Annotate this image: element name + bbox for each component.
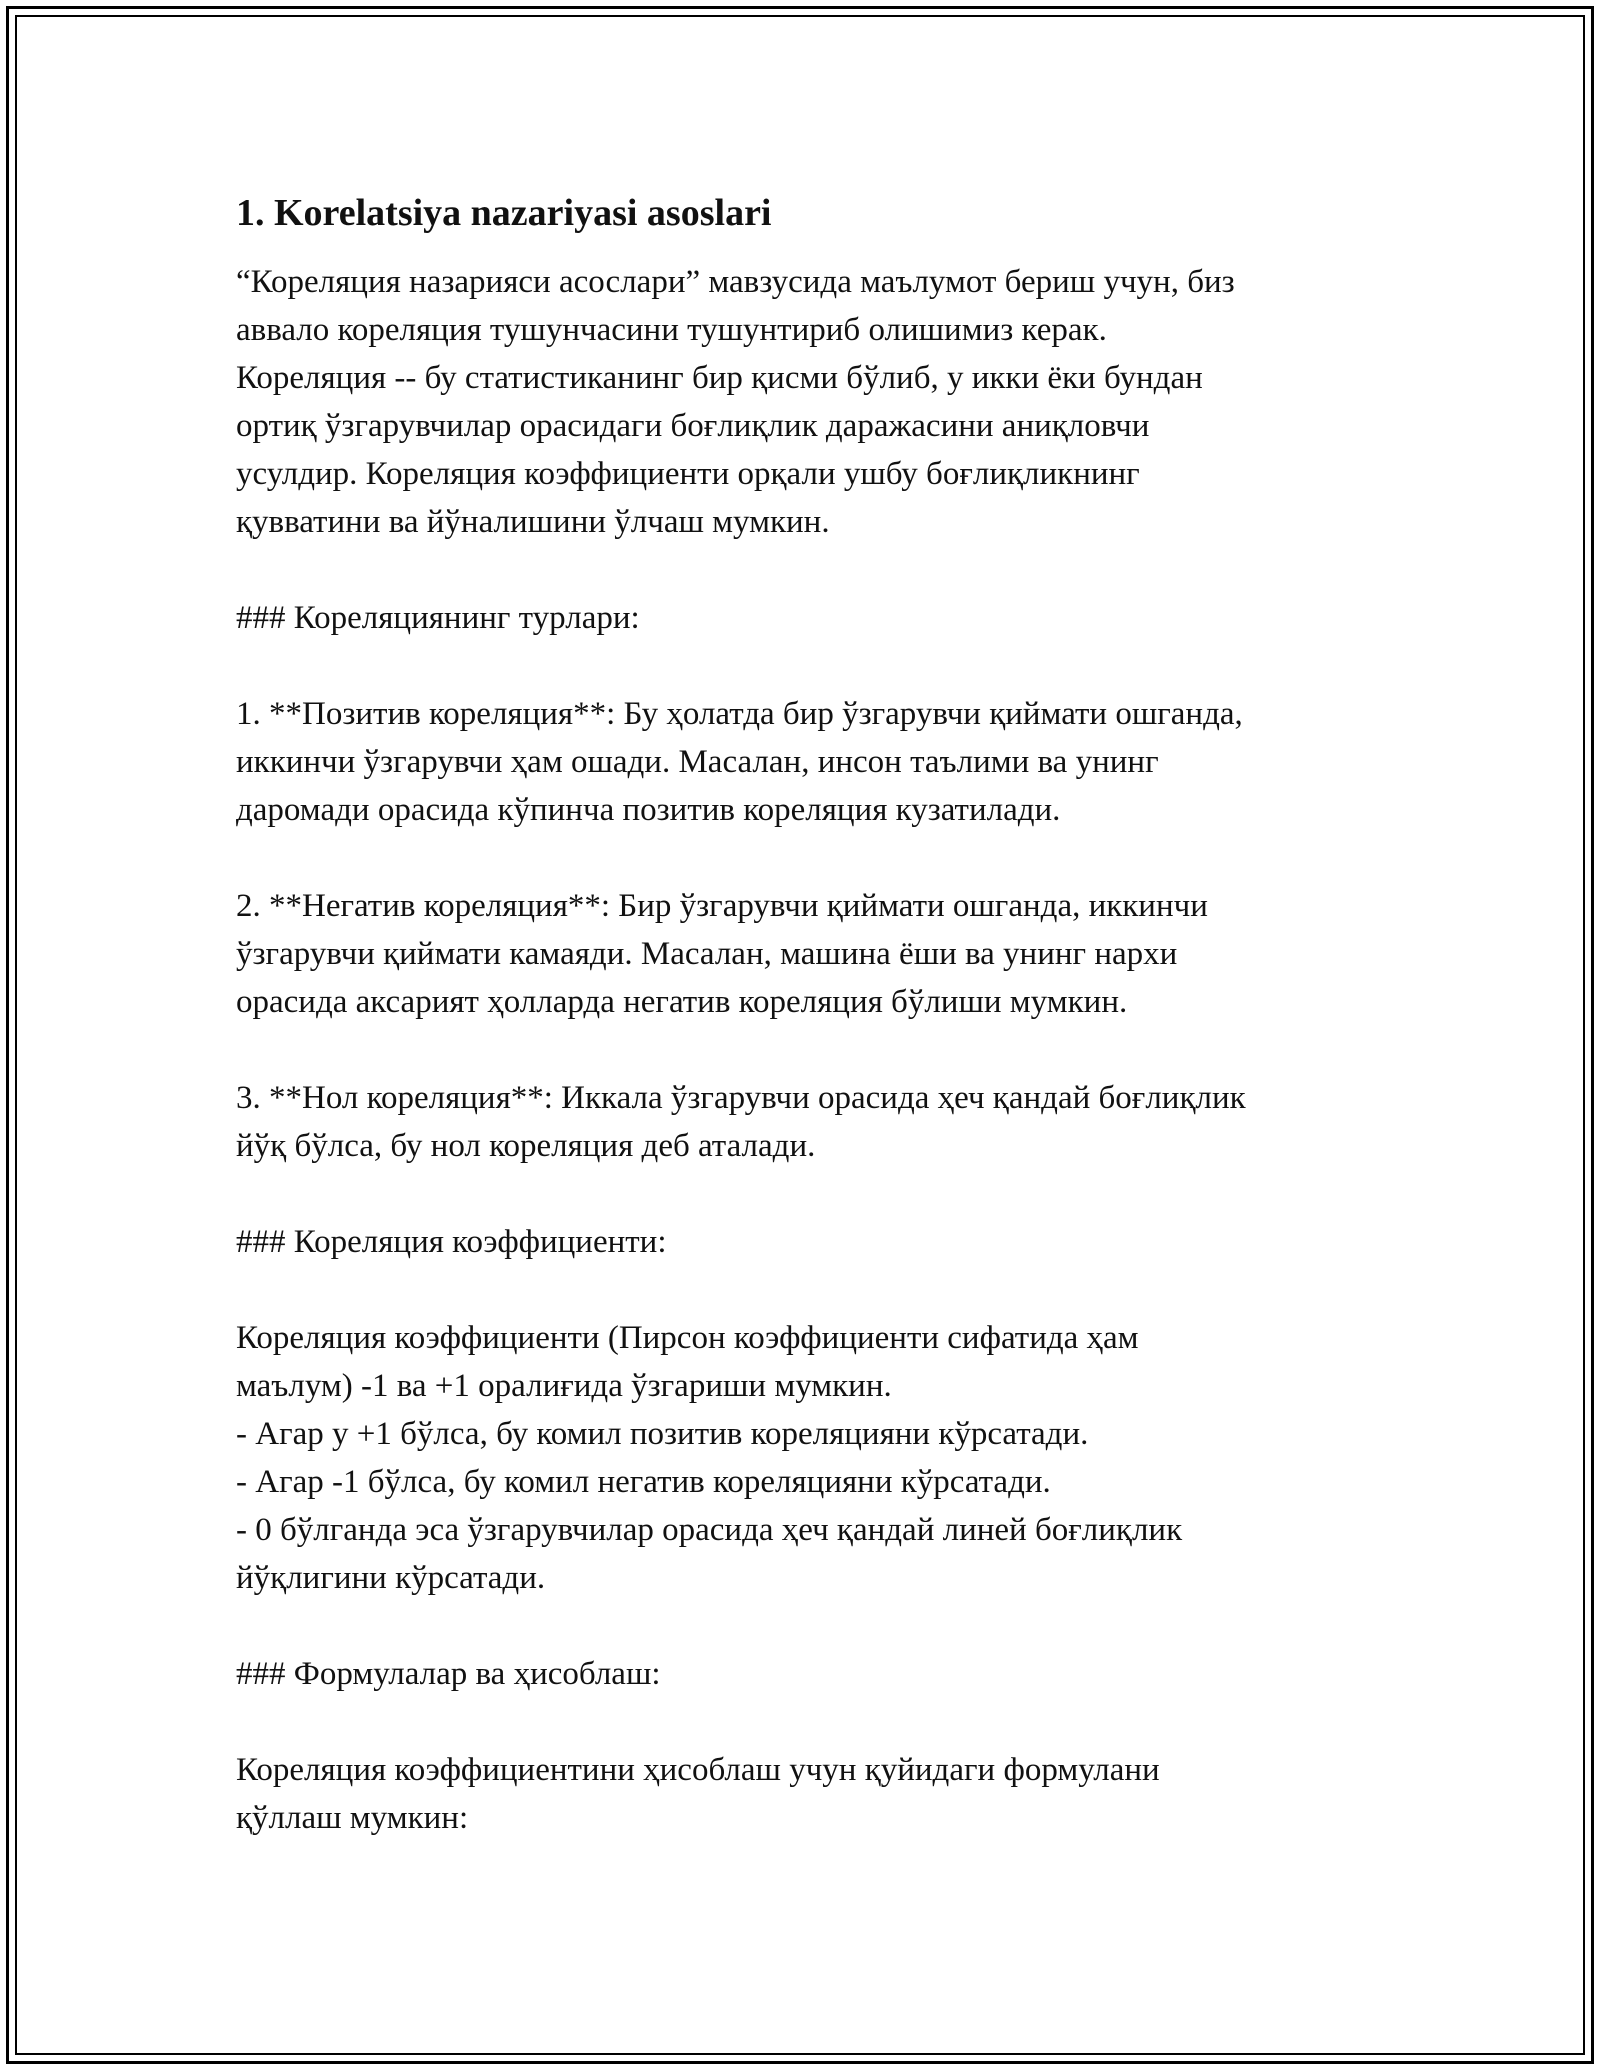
list-item-positive: 1. **Позитив кореляция**: Бу ҳолатда бир ўзгарувчи қиймати ошганда, иккинчи ўзгарувчи ҳам ошади. Масалан, инсон таълими ва унинг даромади орасида кўпинча позитив кореляция кузатилади. [236, 696, 1243, 828]
coefficient-paragraph: Кореляция коэффициенти (Пирсон коэффициенти сифатида ҳам маълум) -1 ва +1 оралиғида ўзгариши мумкин. - Агар у +1 бўлса, бу комил позитив кореляцияни кўрсатади. - Агар -1 бўлса, бу комил негатив кореляцияни кўрсатади. - 0 бўлганда эса ўзгарувчилар орасида ҳеч қандай линей боғлиқлик йўқлигини кўрсатади. [236, 1320, 1183, 1596]
spacer [236, 1026, 1386, 1074]
spacer [236, 1602, 1386, 1650]
spacer [236, 1170, 1386, 1218]
formula-intro-paragraph: Кореляция коэффициентини ҳисоблаш учун қуйидаги формулани қўллаш мумкин: [236, 1752, 1160, 1836]
document-body [236, 186, 1386, 1842]
spacer [236, 1266, 1386, 1314]
intro-paragraph: “Кореляция назарияси асослари” мавзусида маълумот бериш учун, биз аввало кореляция тушунчасини тушунтириб олишимиз керак. Кореляция -- бу статистиканинг бир қисми бўлиб, у икки ёки бундан ортиқ ўзгарувчилар орасидаги боғлиқлик даражасини аниқловчи усулдир. Кореляция коэффициенти орқали ушбу боғлиқликнинг қувватини ва йўналишини ўлчаш мумкин. [236, 264, 1235, 540]
document-title: 1. Korelatsiya nazariyasi asoslari [236, 192, 772, 234]
section-heading-types: ### Кореляциянинг турлари: [236, 600, 640, 636]
spacer [236, 834, 1386, 882]
section-heading-coefficient: ### Кореляция коэффициенти: [236, 1224, 667, 1260]
list-item-zero: 3. **Нол кореляция**: Иккала ўзгарувчи орасида ҳеч қандай боғлиқлик йўқ бўлса, бу нол кореляция деб аталади. [236, 1080, 1246, 1164]
spacer [236, 546, 1386, 594]
section-heading-formulas: ### Формулалар ва ҳисоблаш: [236, 1656, 661, 1692]
spacer [236, 1698, 1386, 1746]
list-item-negative: 2. **Негатив кореляция**: Бир ўзгарувчи қиймати ошганда, иккинчи ўзгарувчи қиймати камаяди. Масалан, машина ёши ва унинг нархи орасида аксарият ҳолларда негатив кореляция бўлиши мумкин. [236, 888, 1208, 1020]
spacer [236, 642, 1386, 690]
